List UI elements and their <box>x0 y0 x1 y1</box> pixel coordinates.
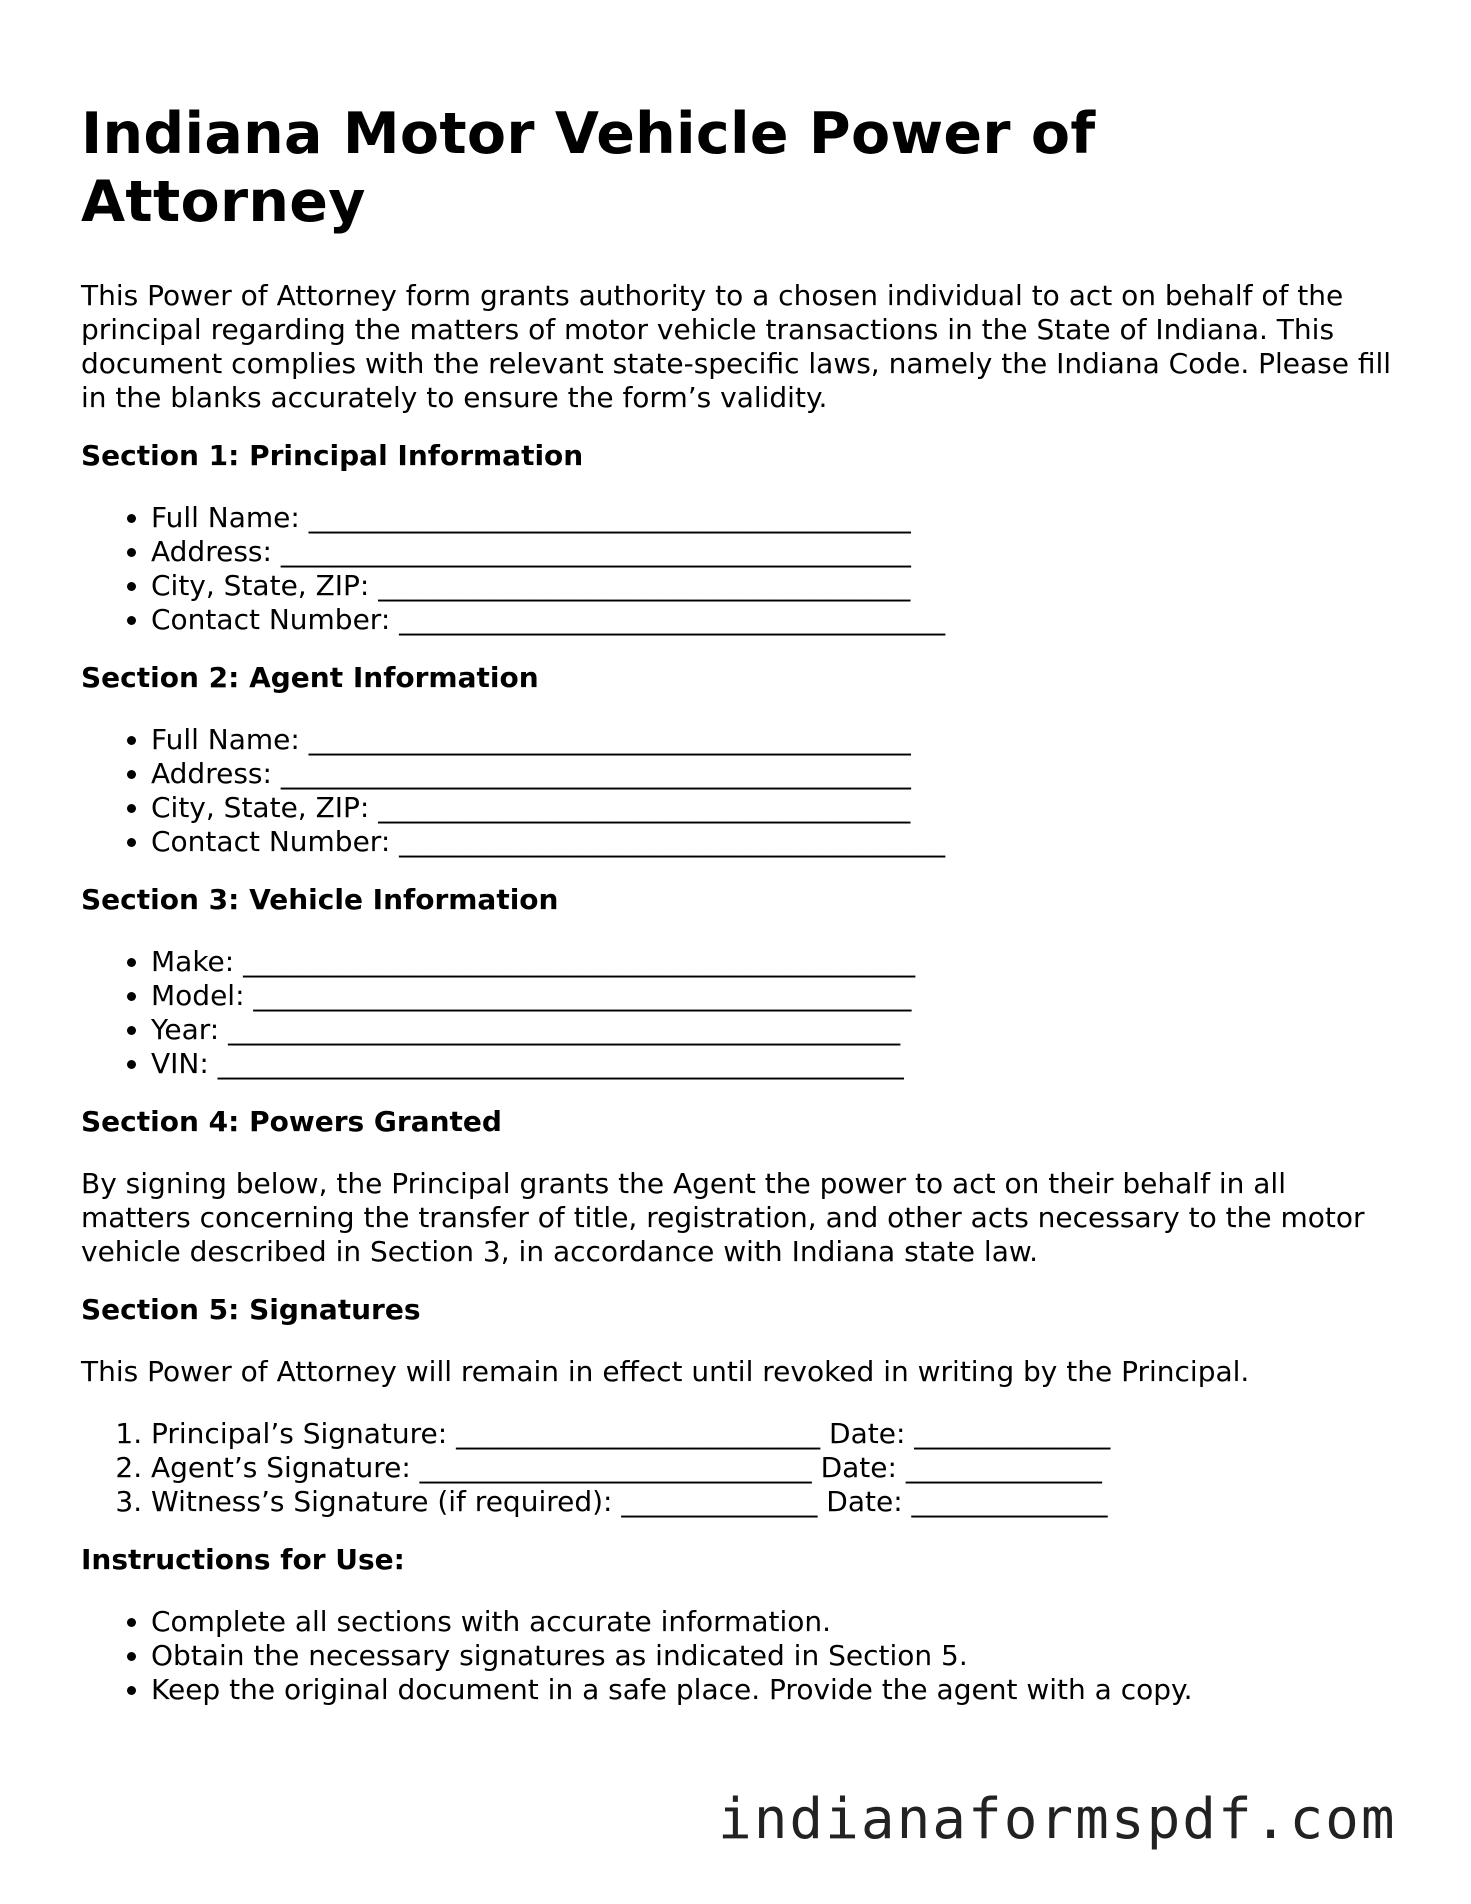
site-watermark: indianaformspdf.com <box>718 1787 1397 1852</box>
principal-signature-line: 1. Principal’s Signature: __________________________ Date: ______________ <box>151 1417 1401 1451</box>
section-5-heading: Section 5: Signatures <box>81 1293 421 1326</box>
vehicle-info-list <box>81 945 1401 1081</box>
document-title: Indiana Motor Vehicle Power of Attorney <box>81 101 1096 235</box>
agent-info-list <box>81 723 1401 859</box>
vehicle-year-field: • Year: ________________________________________________ <box>151 1013 1401 1047</box>
section-1-heading: Section 1: Principal Information <box>81 439 584 472</box>
vehicle-make-field: • Make: ________________________________________________ <box>151 945 1401 979</box>
principal-address-field: • Address: _____________________________________________ <box>151 535 1401 569</box>
principal-full-name-field: • Full Name: ___________________________________________ <box>151 501 1401 535</box>
instructions-list <box>81 1605 1401 1707</box>
agent-contact-number-field: • Contact Number: _______________________________________ <box>151 825 1401 859</box>
signature-list <box>81 1417 1401 1519</box>
vehicle-model-field: • Model: _______________________________________________ <box>151 979 1401 1013</box>
section-2-heading: Section 2: Agent Information <box>81 661 539 694</box>
agent-signature-line: 2. Agent’s Signature: ____________________________ Date: ______________ <box>151 1451 1401 1485</box>
agent-address-field: • Address: _____________________________________________ <box>151 757 1401 791</box>
principal-city-state-zip-field: • City, State, ZIP: ______________________________________ <box>151 569 1401 603</box>
principal-contact-number-field: • Contact Number: _______________________________________ <box>151 603 1401 637</box>
agent-full-name-field: • Full Name: ___________________________________________ <box>151 723 1401 757</box>
section-4-heading: Section 4: Powers Granted <box>81 1105 502 1138</box>
signatures-paragraph: This Power of Attorney will remain in effect until revoked in writing by the Principal. <box>81 1355 1250 1388</box>
principal-info-list <box>81 501 1401 637</box>
section-3-heading: Section 3: Vehicle Information <box>81 883 559 916</box>
agent-city-state-zip-field: • City, State, ZIP: ______________________________________ <box>151 791 1401 825</box>
powers-granted-paragraph: By signing below, the Principal grants the Agent the power to act on their behalf in all matters concerning the transfer of title, registration, and other acts necessary to the motor vehicle described in Section 3, in accordance with Indiana state law. <box>81 1167 1365 1268</box>
document-page <box>81 100 1401 1707</box>
instruction-item: • Complete all sections with accurate information. <box>151 1605 1401 1639</box>
vehicle-vin-field: • VIN: _________________________________________________ <box>151 1047 1401 1081</box>
intro-paragraph: This Power of Attorney form grants authority to a chosen individual to act on behalf of the principal regarding the matters of motor vehicle transactions in the State of Indiana. This document complies with the relevant state-specific laws, namely the Indiana Code. Please fill in the blanks accurately to ensure the form’s validity. <box>81 279 1392 414</box>
instruction-item: • Keep the original document in a safe place. Provide the agent with a copy. <box>151 1673 1401 1707</box>
instruction-item: • Obtain the necessary signatures as indicated in Section 5. <box>151 1639 1401 1673</box>
witness-signature-line: 3. Witness’s Signature (if required): ______________ Date: ______________ <box>151 1485 1401 1519</box>
instructions-heading: Instructions for Use: <box>81 1543 405 1576</box>
